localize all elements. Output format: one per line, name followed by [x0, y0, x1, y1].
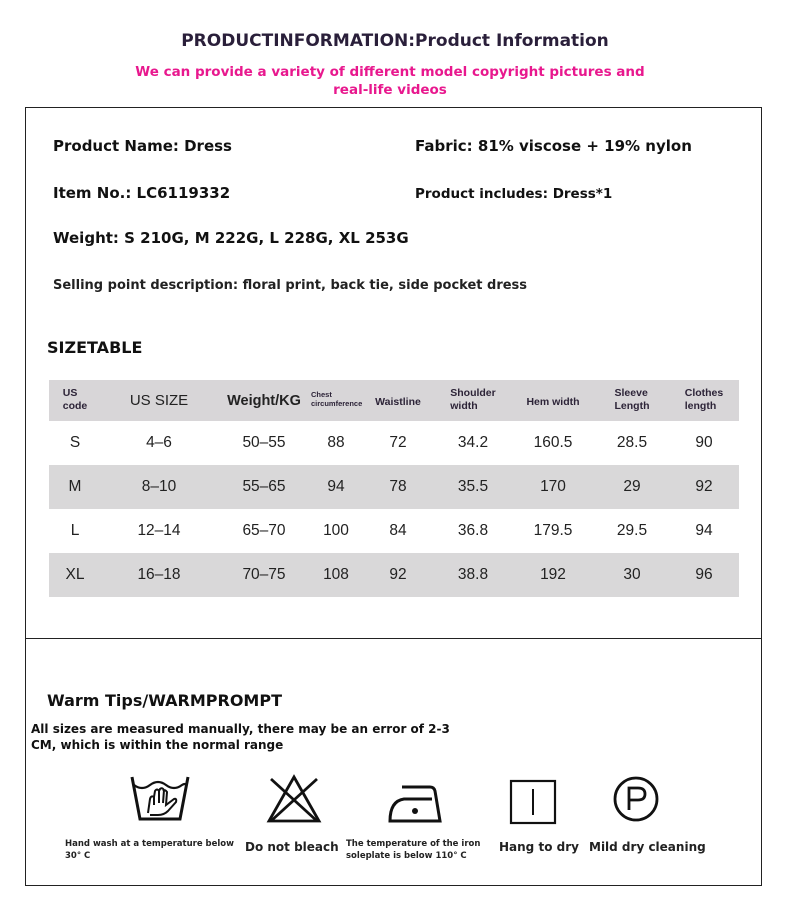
- table-cell: 72: [389, 434, 407, 451]
- table-cell: 29.5: [616, 522, 648, 539]
- col-header-hem: Hem width: [511, 380, 595, 421]
- table-cell: 8–10: [101, 465, 217, 509]
- table-cell: 12–14: [137, 522, 181, 539]
- table-cell: 96: [669, 553, 739, 597]
- care-label-dry-clean: Mild dry cleaning: [589, 840, 706, 854]
- table-cell: 34.2: [457, 434, 489, 451]
- table-cell: 160.5: [533, 434, 573, 451]
- table-cell: 94: [311, 465, 361, 509]
- table-cell: 30: [595, 553, 669, 597]
- table-cell: 70–75: [217, 553, 311, 597]
- table-cell: 179.5: [533, 522, 573, 539]
- section-divider: [25, 638, 762, 639]
- iron-low-temp-icon: [388, 783, 442, 825]
- table-row: [49, 421, 739, 465]
- table-cell: 170: [511, 465, 595, 509]
- selling-point: Selling point description: floral print, back tie, side pocket dress: [53, 278, 528, 293]
- table-cell: 36.8: [457, 522, 489, 539]
- table-cell: 4–6: [146, 434, 172, 451]
- size-table: [49, 380, 739, 597]
- table-cell: 92: [361, 553, 435, 597]
- table-cell: XL: [49, 553, 101, 597]
- table-cell: M: [49, 465, 101, 509]
- product-weight: Weight: S 210G, M 222G, L 228G, XL 253G: [53, 229, 409, 247]
- table-cell: 28.5: [616, 434, 648, 451]
- tips-title: Warm Tips/WARMPROMPT: [47, 691, 282, 710]
- table-cell: 100: [323, 522, 349, 539]
- table-cell: 16–18: [101, 553, 217, 597]
- col-header-shoulder: Shoulder width: [435, 380, 511, 421]
- table-cell: 78: [361, 465, 435, 509]
- do-not-bleach-icon: [267, 775, 321, 823]
- col-header-sleeve: Sleeve Length: [595, 380, 669, 421]
- care-label-hand-wash: Hand wash at a temperature below 30° C: [65, 839, 235, 861]
- care-label-hang-dry: Hang to dry: [499, 840, 579, 854]
- care-label-bleach: Do not bleach: [245, 840, 339, 854]
- table-cell: 88: [327, 434, 345, 451]
- mild-dry-clean-icon: [612, 775, 660, 823]
- table-cell: 108: [311, 553, 361, 597]
- product-name: Product Name: Dress: [53, 137, 232, 155]
- table-cell: L: [70, 522, 80, 539]
- col-header-clothes-length: Clothes length: [669, 380, 739, 421]
- table-cell: 38.8: [435, 553, 511, 597]
- col-header-us-size: US SIZE: [101, 380, 217, 421]
- col-header-weight: Weight/KG: [217, 380, 311, 421]
- size-table-title: SIZETABLE: [47, 338, 143, 357]
- table-cell: 29: [595, 465, 669, 509]
- page-title: PRODUCTINFORMATION:Product Information: [181, 31, 609, 51]
- table-row: [49, 509, 739, 553]
- table-cell: 50–55: [242, 434, 286, 451]
- tips-text: All sizes are measured manually, there may be an error of 2-3 CM, which is within the normal range: [31, 722, 450, 752]
- size-table-header: [49, 380, 739, 421]
- table-cell: 192: [511, 553, 595, 597]
- table-row: [49, 553, 739, 597]
- table-cell: 84: [389, 522, 407, 539]
- table-cell: S: [69, 434, 81, 451]
- table-cell: 55–65: [217, 465, 311, 509]
- table-cell: 90: [695, 434, 713, 451]
- hang-to-dry-icon: [509, 779, 557, 825]
- hand-wash-icon: [130, 775, 190, 825]
- col-header-waistline: Waistline: [361, 380, 435, 421]
- table-row: [49, 465, 739, 509]
- table-cell: 35.5: [435, 465, 511, 509]
- notice-text: We can provide a variety of different model copyright pictures and real-life videos: [135, 64, 645, 98]
- table-cell: 92: [669, 465, 739, 509]
- care-label-iron: The temperature of the iron soleplate is below 110° C: [346, 839, 481, 861]
- table-cell: 94: [695, 522, 713, 539]
- col-header-us-code: US code: [49, 380, 101, 421]
- col-header-chest: Chest circumference: [311, 380, 361, 421]
- product-includes: Product includes: Dress*1: [415, 186, 613, 202]
- item-number: Item No.: LC6119332: [53, 184, 231, 202]
- table-cell: 65–70: [242, 522, 286, 539]
- product-fabric: Fabric: 81% viscose + 19% nylon: [415, 137, 692, 155]
